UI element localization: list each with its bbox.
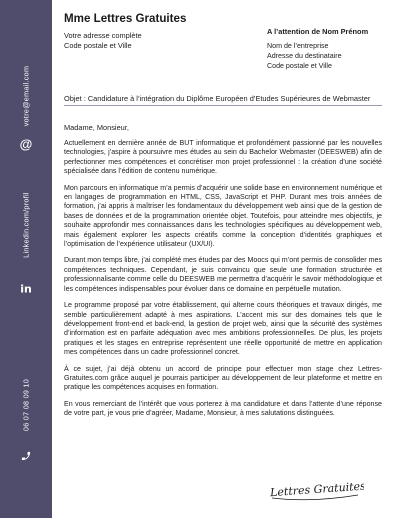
sender-city-line: Code postale et Ville bbox=[64, 41, 132, 50]
recipient-address: Adresse du destinataire bbox=[267, 52, 342, 60]
sidebar bbox=[0, 0, 52, 518]
recipient-company: Nom de l’entreprise bbox=[267, 42, 329, 50]
paragraph-moocs: Durant mon temps libre, j’ai complété mes études par des Moocs qui m’ont permis de consolider mes compétences techniques. Cependant, je suis convaincu que seule une formation structurée et professionnalisante comme celle du DEESWEB me permettra d’acquérir le savoir méthodologique et les compétences indispensables pour évoluer dans ce domaine en perpétuelle mutation. bbox=[64, 256, 382, 293]
sidebar-phone[interactable]: 06 07 08 09 10 bbox=[21, 378, 31, 432]
sender-address-line: Votre adresse complète bbox=[64, 31, 142, 40]
letter-body bbox=[64, 123, 382, 426]
at-icon: @ bbox=[19, 136, 33, 152]
recipient-city: Code postale et Ville bbox=[267, 62, 332, 70]
phone-icon bbox=[21, 451, 32, 462]
sidebar-linkedin[interactable]: Linkedin.com/profil bbox=[21, 192, 31, 258]
paragraph-internship: À ce sujet, j’ai déjà obtenu un accord de principe pour effectuer mon stage chez Lettres-Gratuites.com grâce auquel je pourrais participer au développement de leur plateforme et mettre en pratique les compétences acquises en formation. bbox=[64, 364, 382, 392]
paragraph-intro: Actuellement en dernière année de BUT informatique et profondément passionné par les nouvelles technologies, j’aspire à poursuivre mes études au sein du Bachelor Webmaster (DEESWEB) afin de perfectionner mes compétences et concrétiser mon projet professionnel : la création d’une société spécialisée dans l’édition de contenu numérique. bbox=[64, 139, 382, 176]
paragraph-program: Le programme proposé par votre établissement, qui alterne cours théoriques et travaux dirigés, me semble particulièrement adapté à mes aspirations. L’accent mis sur des domaines tels que le développement front-end et back-end, la gestion de projet web, ainsi que la sécurité des systèmes d’information est en parfaite adéquation avec mes ambitions professionnelles. De plus, les projets pratiques et les stages en entreprise représentent une réelle opportunité de mettre en application mes compétences dans un cadre professionnel concret. bbox=[64, 301, 382, 357]
subject-divider bbox=[64, 105, 382, 106]
linkedin-icon: in bbox=[20, 282, 32, 296]
recipient-block bbox=[267, 27, 368, 71]
greeting: Madame, Monsieur, bbox=[64, 123, 129, 132]
sidebar-email[interactable]: votre@email.com bbox=[21, 65, 31, 127]
recipient-title: A l’attention de Nom Prénom bbox=[267, 27, 369, 36]
sender-name: Mme Lettres Gratuites bbox=[64, 12, 187, 25]
paragraph-closing: En vous remerciant de l’intérêt que vous porterez à ma candidature et dans l’attente d’une réponse de votre part, je vous prie d’agréer, Madame, Monsieur, à mes salutations distinguées. bbox=[64, 399, 382, 418]
subject-line: Objet : Candidature à l’intégration du Diplôme Européen d’Etudes Supérieures de Webmaster bbox=[64, 94, 371, 103]
paragraph-background: Mon parcours en informatique m’a permis d’acquérir une solide base en environnement numérique et en langages de programmation en HTML, CSS, JavaScript et PHP. Durant mes trois années de formation, j’ai appris à maîtriser les fondamentaux du développement web ainsi que de la gestion de bases de données et de la programmation orientée objet. Toutefois, pour atteindre mes objectifs, je souhaite approfondir mes connaissances dans les technologies spécifiques au développement web, mais également explorer les aspects créatifs comme la conception d’identités graphiques et l’optimisation de l’expérience utilisateur (UX/UI). bbox=[64, 183, 382, 249]
sender-block bbox=[64, 12, 186, 51]
signature-text: Lettres Gratuites. bbox=[269, 479, 364, 500]
signature bbox=[268, 474, 364, 509]
